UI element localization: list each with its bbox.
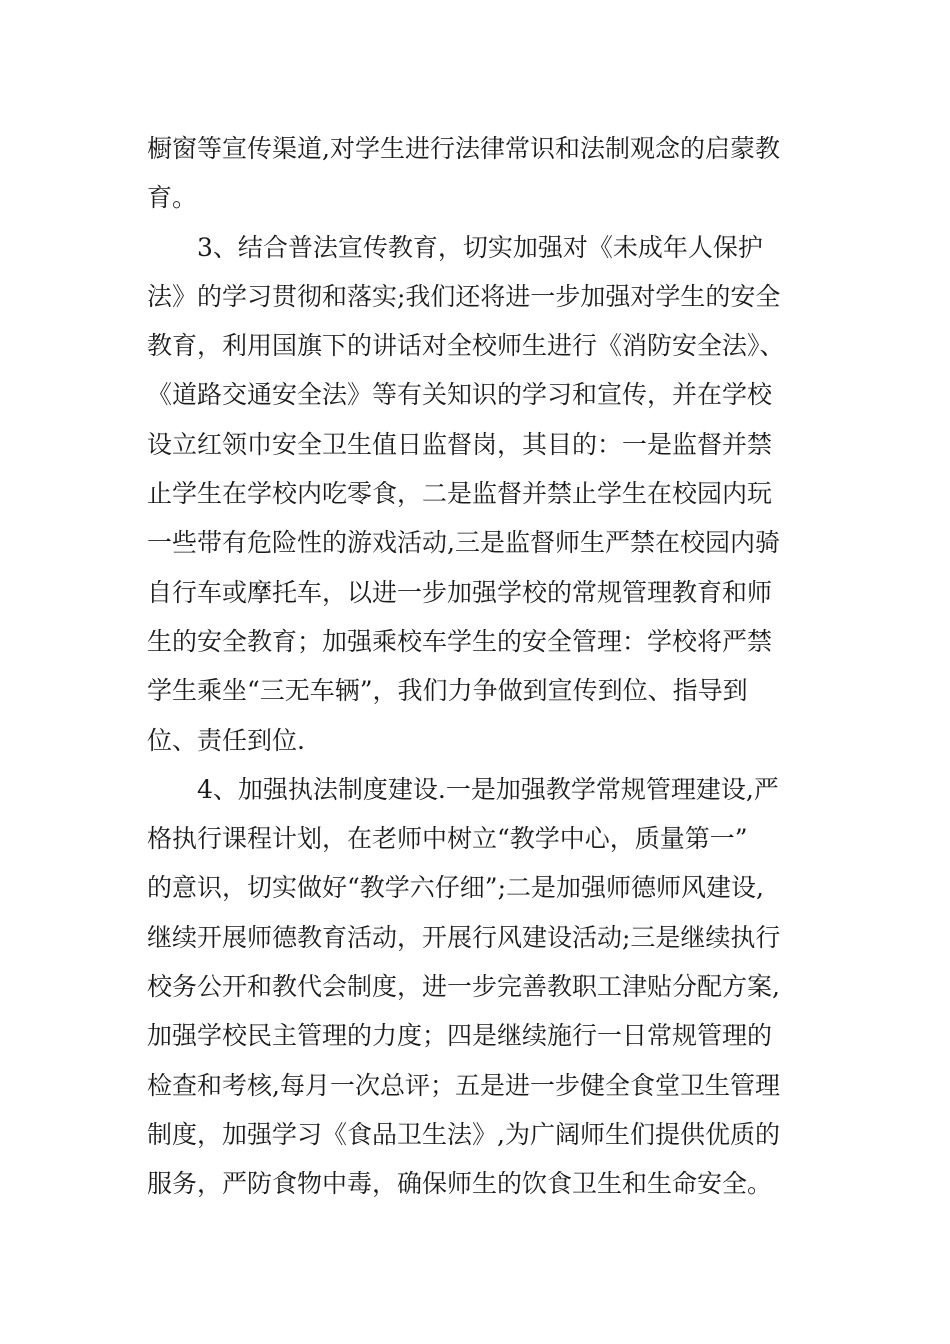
text-line: 服务，严防食物中毒，确保师生的饮食卫生和生命安全。: [147, 1169, 773, 1199]
text-line: 格执行课程计划，在老师中树立“教学中心，质量第一”: [147, 824, 748, 854]
text-line: 止学生在学校内吃零食，二是监督并禁止学生在校园内玩: [147, 479, 773, 509]
text-line: 学生乘坐“三无车辆”，我们力争做到宣传到位、指导到: [147, 676, 748, 706]
text-line: 校务公开和教代会制度，进一步完善教职工津贴分配方案,: [147, 972, 780, 1002]
text-line: 育。: [147, 183, 198, 213]
text-line: 教育，利用国旗下的讲话对全校师生进行《消防安全法》、: [147, 331, 785, 361]
text-line: 继续开展师德教育活动，开展行风建设活动;三是继续执行: [147, 922, 781, 952]
text-line: 检查和考核,每月一次总评；五是进一步健全食堂卫生管理: [147, 1070, 780, 1100]
text-line: 制度，加强学习《食品卫生法》,为广阔师生们提供优质的: [147, 1119, 780, 1149]
text-line: 3、结合普法宣传教育，切实加强对《未成年人保护: [197, 232, 763, 262]
text-line: 4、加强执法制度建设.一是加强教学常规管理建设,严: [197, 774, 779, 804]
text-line: 橱窗等宣传渠道,对学生进行法律常识和法制观念的启蒙教: [147, 134, 780, 163]
text-line: 的意识，切实做好“教学六仔细”;二是加强师德师风建设,: [147, 873, 764, 903]
text-line: 自行车或摩托车，以进一步加强学校的常规管理教育和师: [147, 577, 773, 607]
text-line: 法》的学习贯彻和落实;我们还将进一步加强对学生的安全: [147, 281, 781, 311]
body-text: [147, 124, 827, 1209]
text-line: 一些带有危险性的游戏活动,三是监督师生严禁在校园内骑: [147, 528, 780, 558]
text-line: 加强学校民主管理的力度；四是继续施行一日常规管理的: [147, 1021, 773, 1051]
text-line: 位、责任到位.: [147, 725, 305, 755]
text-line: 《道路交通安全法》等有关知识的学习和宣传，并在学校: [147, 380, 773, 410]
text-line: 生的安全教育；加强乘校车学生的安全管理：学校将严禁: [147, 626, 773, 656]
text-line: 设立红领巾安全卫生值日监督岗，其目的：一是监督并禁: [147, 429, 773, 459]
